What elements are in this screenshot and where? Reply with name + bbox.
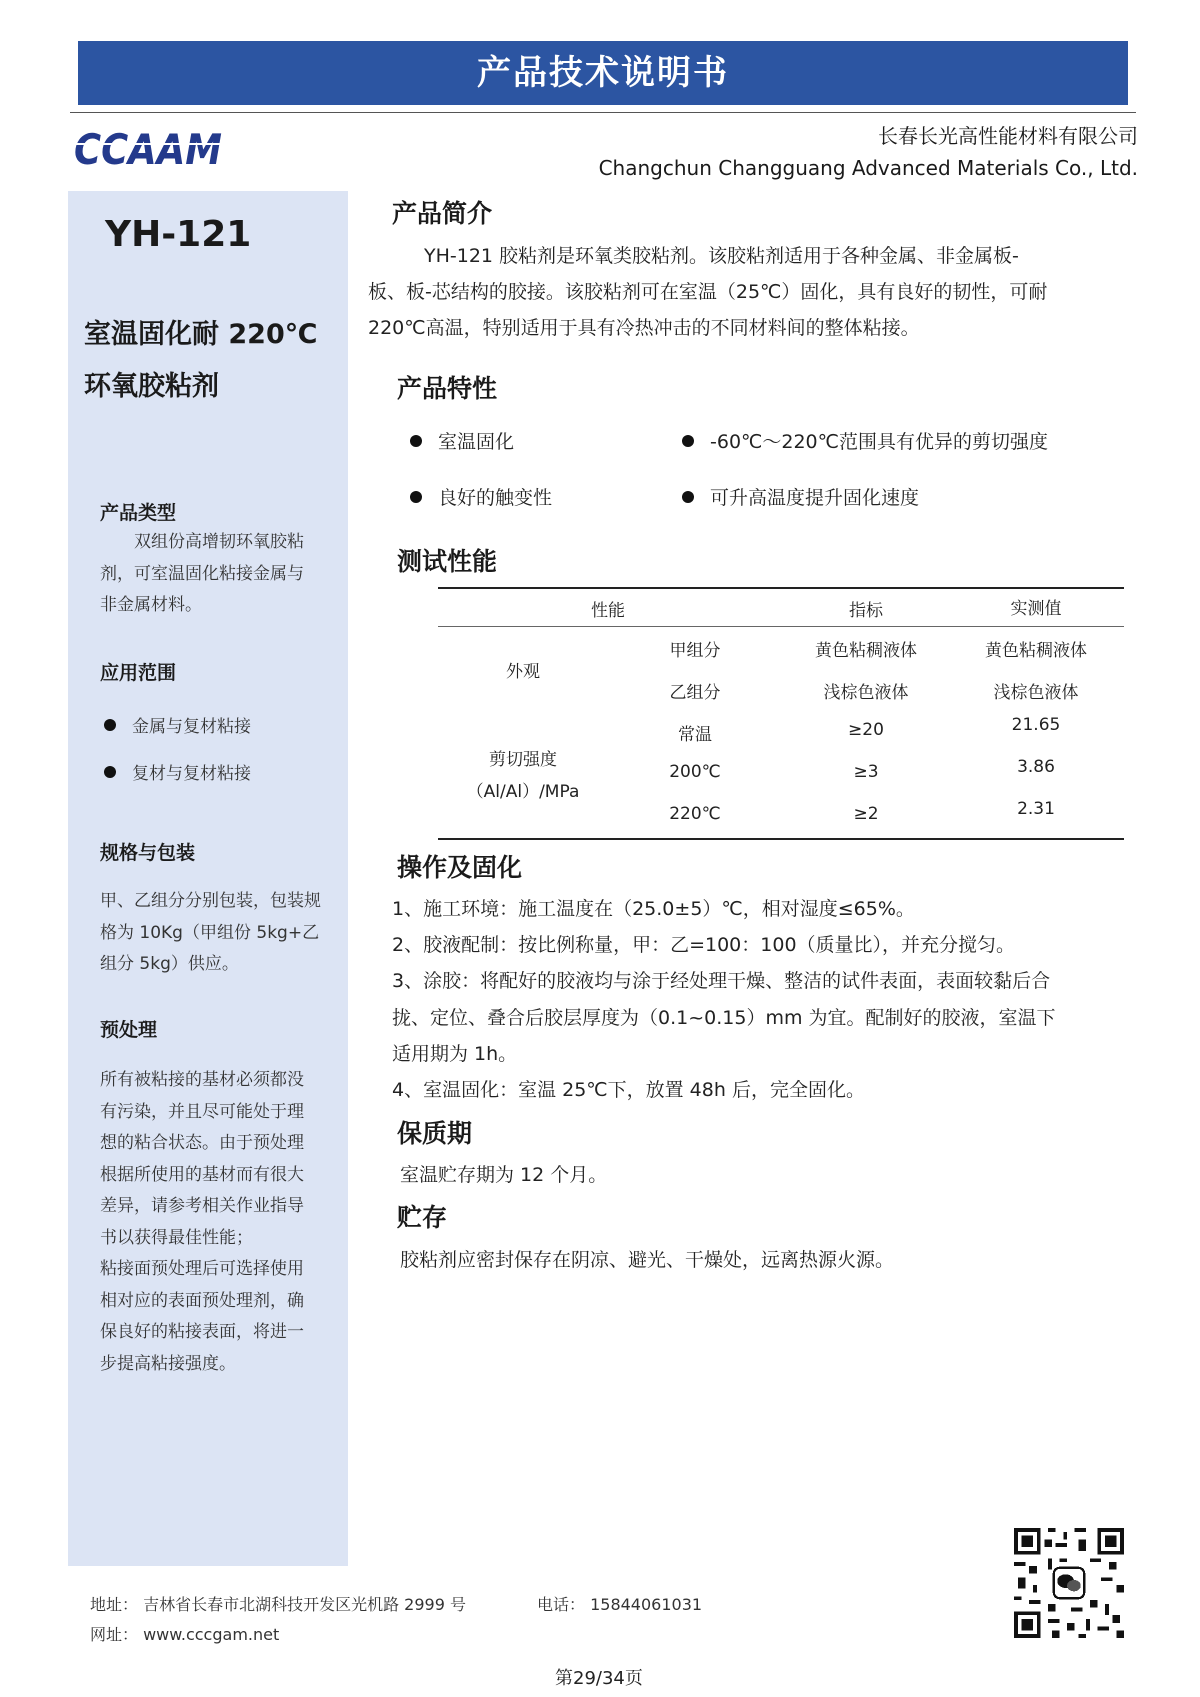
- operation-line: 2、胶液配制：按比例称量，甲：乙=100：100（质量比），并充分搅匀。: [392, 934, 1016, 956]
- bullet-icon: [104, 719, 116, 731]
- product-type-line: 剂，可室温固化粘接金属与: [100, 563, 304, 584]
- operation-line: 适用期为 1h。: [392, 1043, 518, 1065]
- table-cell: 乙组分: [669, 683, 721, 703]
- pretreatment-line: 所有被粘接的基材必须都没: [100, 1070, 304, 1090]
- scope-item: 金属与复材粘接: [104, 712, 251, 737]
- table-header-rule: [438, 626, 1124, 627]
- operation-line: 1、施工环境：施工温度在（25.0±5）℃，相对湿度≤65%。: [392, 898, 915, 920]
- table-header-spec: 指标: [849, 601, 883, 621]
- appearance-label: 外观: [506, 662, 540, 682]
- pretreatment-text: [100, 1065, 330, 1380]
- operation-line: 拢、定位、叠合后胶层厚度为（0.1~0.15）mm 为宜。配制好的胶液，室温下: [392, 1007, 1056, 1029]
- company-logo: [74, 124, 224, 178]
- product-name-line1: 室温固化耐 220℃: [84, 319, 318, 350]
- feature-item: 可升高温度提升固化速度: [682, 483, 919, 510]
- pretreatment-line: 根据所使用的基材而有很大: [100, 1164, 304, 1185]
- logo-text: CCAAM: [74, 125, 222, 174]
- pretreatment-line: 差异，请参考相关作业指导: [100, 1196, 304, 1216]
- pretreatment-line: 步提高粘接强度。: [100, 1353, 236, 1374]
- intro-line: 220℃高温，特别适用于具有冷热冲击的不同材料间的整体粘接。: [368, 317, 920, 339]
- operation-line: 3、涂胶：将配好的胶液均与涂于经处理干燥、整洁的试件表面，表面较黏后合: [392, 970, 1051, 992]
- product-type-heading: 产品类型: [100, 502, 177, 524]
- bullet-icon: [410, 491, 422, 503]
- operation-heading: 操作及固化: [397, 853, 523, 882]
- bullet-icon: [682, 491, 694, 503]
- shelf-life-heading: 保质期: [397, 1119, 473, 1148]
- shear-strength-unit: （Al/Al）/MPa: [466, 782, 580, 802]
- test-heading: 测试性能: [397, 547, 498, 576]
- product-name-line2: 环氧胶粘剂: [84, 371, 219, 402]
- spec-line: 格为 10Kg（甲组份 5kg+乙: [100, 922, 320, 943]
- pretreatment-line: 有污染，并且尽可能处于理: [100, 1101, 304, 1122]
- spec-heading: 规格与包装: [100, 842, 196, 864]
- footer-address: 地址： 吉林省长春市北湖科技开发区光机路 2999 号: [90, 1595, 466, 1614]
- spec-line: 甲、乙组分分别包装，包装规: [100, 891, 321, 911]
- table-header-property: 性能: [591, 601, 625, 621]
- table-cell: 黄色粘稠液体: [815, 641, 917, 661]
- table-cell: 浅棕色液体: [823, 683, 909, 703]
- spec-line: 组分 5kg）供应。: [100, 954, 239, 974]
- pretreatment-line: 粘接面预处理后可选择使用: [100, 1259, 304, 1279]
- table-cell: 甲组分: [669, 641, 721, 661]
- table-cell: 常温: [678, 725, 712, 745]
- pretreatment-line: 想的粘合状态。由于预处理: [100, 1133, 304, 1153]
- operation-line: 4、室温固化：室温 25℃下，放置 48h 后，完全固化。: [392, 1079, 865, 1101]
- shelf-life-text: 室温贮存期为 12 个月。: [400, 1164, 608, 1186]
- feature-item: 室温固化: [410, 427, 514, 454]
- features-heading: 产品特性: [397, 374, 498, 403]
- qr-code: [1014, 1528, 1124, 1638]
- storage-heading: 贮存: [397, 1203, 448, 1232]
- product-code: YH-121: [105, 214, 252, 255]
- footer-phone: 电话： 15844061031: [537, 1595, 703, 1614]
- feature-item: -60℃～220℃范围具有优异的剪切强度: [682, 427, 1048, 454]
- table-cell: ≥3: [853, 762, 879, 782]
- feature-item: 良好的触变性: [410, 483, 552, 510]
- product-type-text: [100, 527, 330, 622]
- bullet-icon: [682, 435, 694, 447]
- company-name-en: Changchun Changguang Advanced Materials Co., Ltd.: [598, 156, 1138, 180]
- company-name-cn: 长春长光高性能材料有限公司: [878, 124, 1138, 148]
- spec-text: [100, 886, 330, 981]
- bullet-icon: [410, 435, 422, 447]
- pretreatment-line: 保良好的粘接表面，将进一: [100, 1322, 304, 1342]
- scope-heading: 应用范围: [100, 662, 177, 684]
- table-cell: 220℃: [669, 804, 721, 824]
- intro-line: 板、板-芯结构的胶接。该胶粘剂可在室温（25℃）固化，具有良好的韧性，可耐: [368, 281, 1048, 303]
- product-type-line: 双组份高增韧环氧胶粘: [100, 532, 304, 552]
- table-bottom-rule: [438, 838, 1124, 840]
- table-cell: 浅棕色液体: [993, 683, 1079, 703]
- pretreatment-line: 书以获得最佳性能；: [100, 1227, 253, 1248]
- storage-text: 胶粘剂应密封保存在阴凉、避光、干燥处，远离热源火源。: [400, 1249, 895, 1271]
- intro-heading: 产品简介: [392, 199, 493, 228]
- document-title: 产品技术说明书: [78, 41, 1128, 105]
- product-type-line: 非金属材料。: [100, 595, 202, 615]
- table-cell: 黄色粘稠液体: [985, 641, 1087, 661]
- bullet-icon: [104, 766, 116, 778]
- page-number: 第29/34页: [555, 1668, 643, 1689]
- table-cell: 200℃: [669, 762, 721, 782]
- pretreatment-line: 相对应的表面预处理剂，确: [100, 1290, 304, 1311]
- header-divider: [70, 112, 1136, 113]
- table-cell: 3.86: [1017, 757, 1055, 777]
- footer-website: 网址： www.cccgam.net: [90, 1625, 280, 1644]
- table-cell: ≥20: [848, 720, 884, 740]
- table-top-rule: [438, 587, 1124, 589]
- table-header-measured: 实测值: [1010, 599, 1062, 619]
- table-cell: ≥2: [853, 804, 879, 824]
- intro-line: YH-121 胶粘剂是环氧类胶粘剂。该胶粘剂适用于各种金属、非金属板-: [424, 245, 1019, 267]
- scope-item: 复材与复材粘接: [104, 759, 251, 784]
- table-cell: 21.65: [1011, 715, 1061, 735]
- shear-strength-label: 剪切强度: [489, 750, 557, 770]
- pretreatment-heading: 预处理: [100, 1019, 158, 1041]
- table-cell: 2.31: [1017, 799, 1055, 819]
